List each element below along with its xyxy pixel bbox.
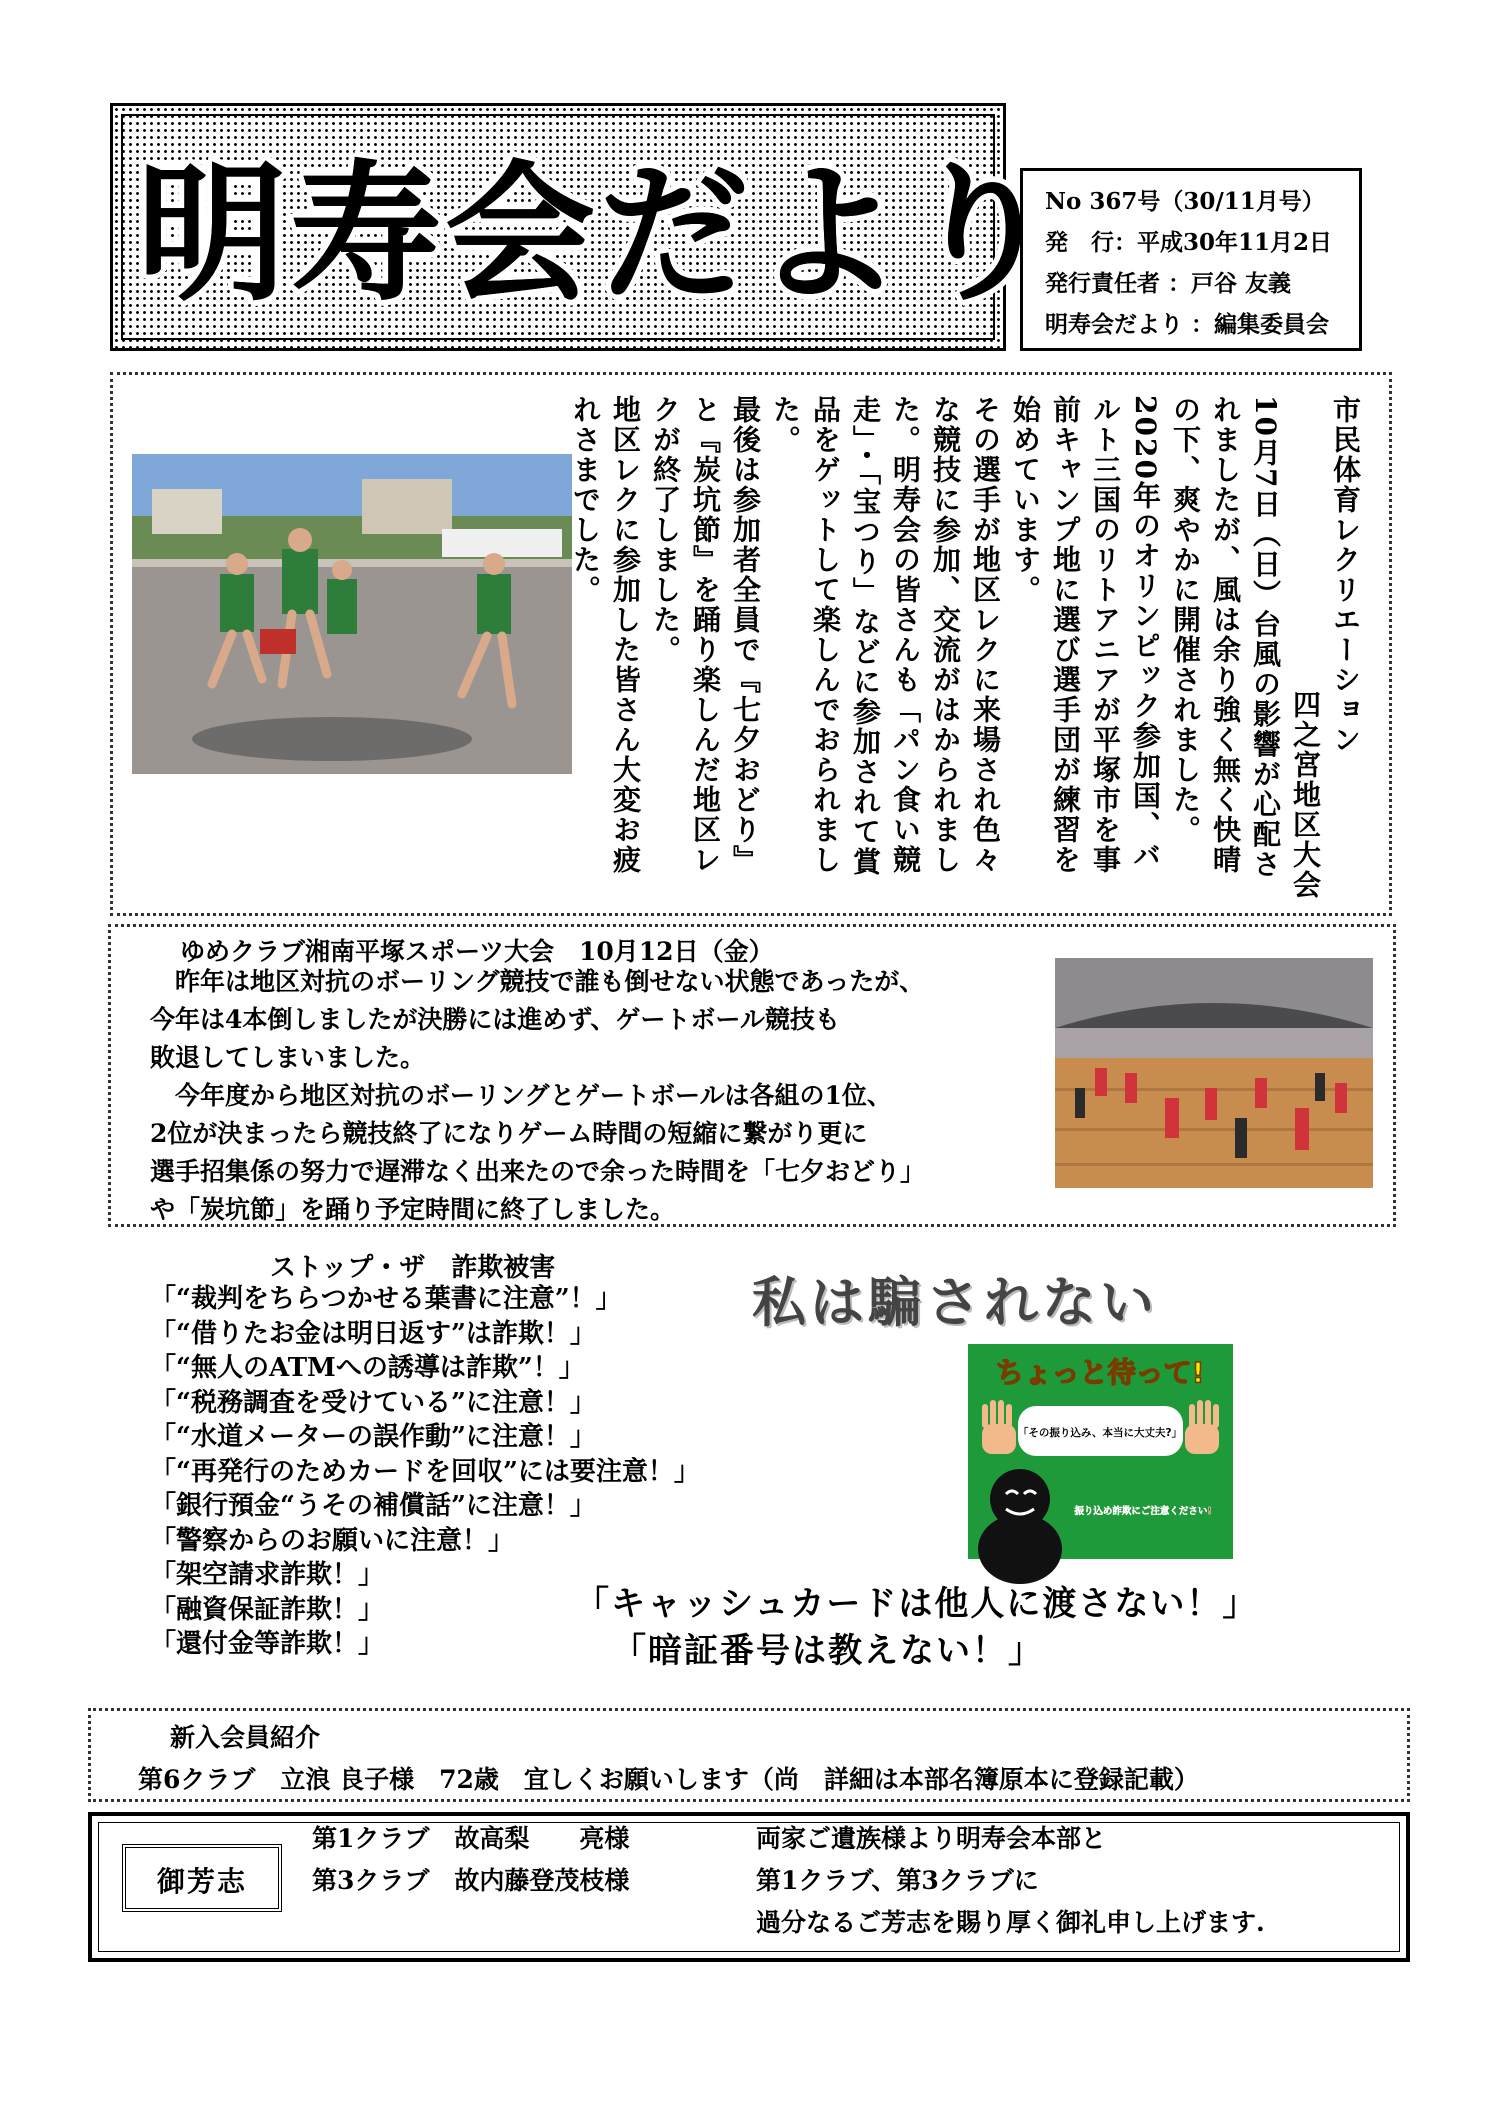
gymnasium-photo xyxy=(1055,958,1373,1188)
yume-line: や「炭坑節」を踊り予定時間に終了しました。 xyxy=(150,1195,676,1224)
fraud-item: 「“借りたお金は明日返す”は詐欺！」 xyxy=(150,1318,596,1349)
masthead-frame xyxy=(121,114,1062,340)
issue-number: No 367号（30/11月号） xyxy=(1045,188,1325,215)
yume-line: 選手招集係の努力で遅滞なく出来たので余った時間を「七夕おどり」 xyxy=(150,1157,926,1186)
condolence-message-line: 第1クラブ、第3クラブに xyxy=(756,1866,1039,1895)
fraud-headline: 私は騙されない xyxy=(752,1271,1158,1334)
condolence-clubs xyxy=(312,1818,629,1902)
issue-committee: 明寿会だより ：編集委員会 xyxy=(1045,311,1330,338)
condolence-message-line: 両家ご遺族様より明寿会本部と xyxy=(756,1824,1107,1853)
issue-info-box xyxy=(1020,168,1362,351)
poster-warning: 振り込め詐欺にご注意ください! xyxy=(1074,1506,1212,1517)
yume-line: 昨年は地区対抗のボーリング競技で誰も倒せない状態であったが、 xyxy=(150,967,925,996)
poster-title: ちょっと待って! xyxy=(995,1356,1205,1389)
slogan-cashcard: 「キャッシュカードは他人に渡さない！」 xyxy=(575,1584,1259,1624)
poster-bubble: 「その振り込み、本当に大丈夫?」 xyxy=(1017,1427,1183,1439)
new-member-entry: 第6クラブ 立浪 良子様 72歳 宜しくお願いします（尚 詳細は本部名簿原本に登録記載） xyxy=(138,1765,1199,1794)
yume-article xyxy=(150,963,1070,1229)
yume-line: 2位が決まったら競技終了になりゲーム時間の短縮に繋がり更に xyxy=(150,1119,868,1148)
masthead xyxy=(110,103,1062,351)
recreation-title: 市民体育レクリエーション xyxy=(1329,395,1362,755)
recreation-paragraph: 最後は参加者全員で『七夕おどり』と『炭坑節』を踊り楽しんだ地区レクが終了しました。 xyxy=(649,395,762,875)
recreation-article xyxy=(569,395,1365,900)
fraud-item: 「“裁判をちらつかせる葉書に注意”！」 xyxy=(150,1284,622,1314)
recreation-photo xyxy=(132,454,572,774)
fraud-item: 「架空請求詐欺！」 xyxy=(150,1560,385,1590)
fraud-item: 「融資保証詐欺！」 xyxy=(150,1594,385,1625)
fraud-item: 「警察からのお願いに注意！」 xyxy=(150,1525,515,1556)
condolence-label-box xyxy=(122,1844,282,1912)
fraud-item: 「“水道メーターの誤作動”に注意！」 xyxy=(150,1422,596,1452)
yume-line: 敗退してしまいました。 xyxy=(150,1043,426,1072)
recreation-paragraph: その選手が地区レクに来場され色々な競技に参加、交流がはかられました。明寿会の皆さんも「パン食い競走」・「宝つり」などに参加されて賞品をゲットして楽しんでおられました。 xyxy=(769,395,1002,877)
yume-line: 今年は4本倒しましたが決勝には進めず、ゲートボール競技も xyxy=(150,1005,840,1034)
condolence-club-line: 第1クラブ 故高梨 亮様 xyxy=(312,1824,630,1853)
hand-left-icon xyxy=(982,1400,1016,1454)
condolence-label: 御芳志 xyxy=(156,1865,247,1898)
recreation-paragraph: 2020年のオリンピック参加国、バルト三国のリトアニアが平塚市を事前キャンプ地に選び選手団が練習を始めています。 xyxy=(1009,395,1162,875)
fraud-item: 「“再発行のためカードを回収”には要注意！」 xyxy=(150,1456,700,1487)
condolence-message-line: 過分なるご芳志を賜り厚く御礼申し上げます. xyxy=(756,1908,1265,1937)
fraud-heading: ストップ・ザ 詐欺被害 xyxy=(270,1253,556,1283)
fraud-item: 「“無人のATMへの誘導は詐欺”！」 xyxy=(150,1353,585,1383)
issue-published: 発 行：平成30年11月2日 xyxy=(1045,229,1333,256)
yume-line: 今年度から地区対抗のボーリングとゲートボールは各組の1位、 xyxy=(150,1081,892,1110)
hand-right-icon xyxy=(1185,1400,1219,1454)
recreation-paragraph: 地区レクに参加した皆さん大変お疲れさまでした。 xyxy=(569,395,642,875)
condolence-club-line: 第3クラブ 故内藤登茂枝様 xyxy=(312,1866,630,1895)
new-members-heading: 新入会員紹介 xyxy=(170,1723,321,1752)
yume-heading: ゆめクラブ湘南平塚スポーツ大会 10月12日（金） xyxy=(180,937,774,966)
masthead-title: 明寿会だより xyxy=(137,148,1062,322)
recreation-subtitle: 四之宮地区大会 xyxy=(1289,690,1322,900)
fraud-item: 「“税務調査を受けている”に注意！」 xyxy=(150,1387,596,1418)
recreation-paragraph: 10月7日（日）台風の影響が心配されましたが、風は余り強く無く快晴の下、爽やかに開催されました。 xyxy=(1169,395,1282,880)
fraud-item: 「還付金等詐欺！」 xyxy=(150,1629,385,1659)
condolence-message xyxy=(756,1818,1265,1944)
slogan-pin: 「暗証番号は教えない！」 xyxy=(612,1631,1044,1671)
issue-editor: 発行責任者 ：戸谷 友義 xyxy=(1045,270,1292,297)
fraud-poster xyxy=(968,1344,1233,1559)
fraud-item: 「銀行預金“うその補償話”に注意！」 xyxy=(150,1491,596,1521)
